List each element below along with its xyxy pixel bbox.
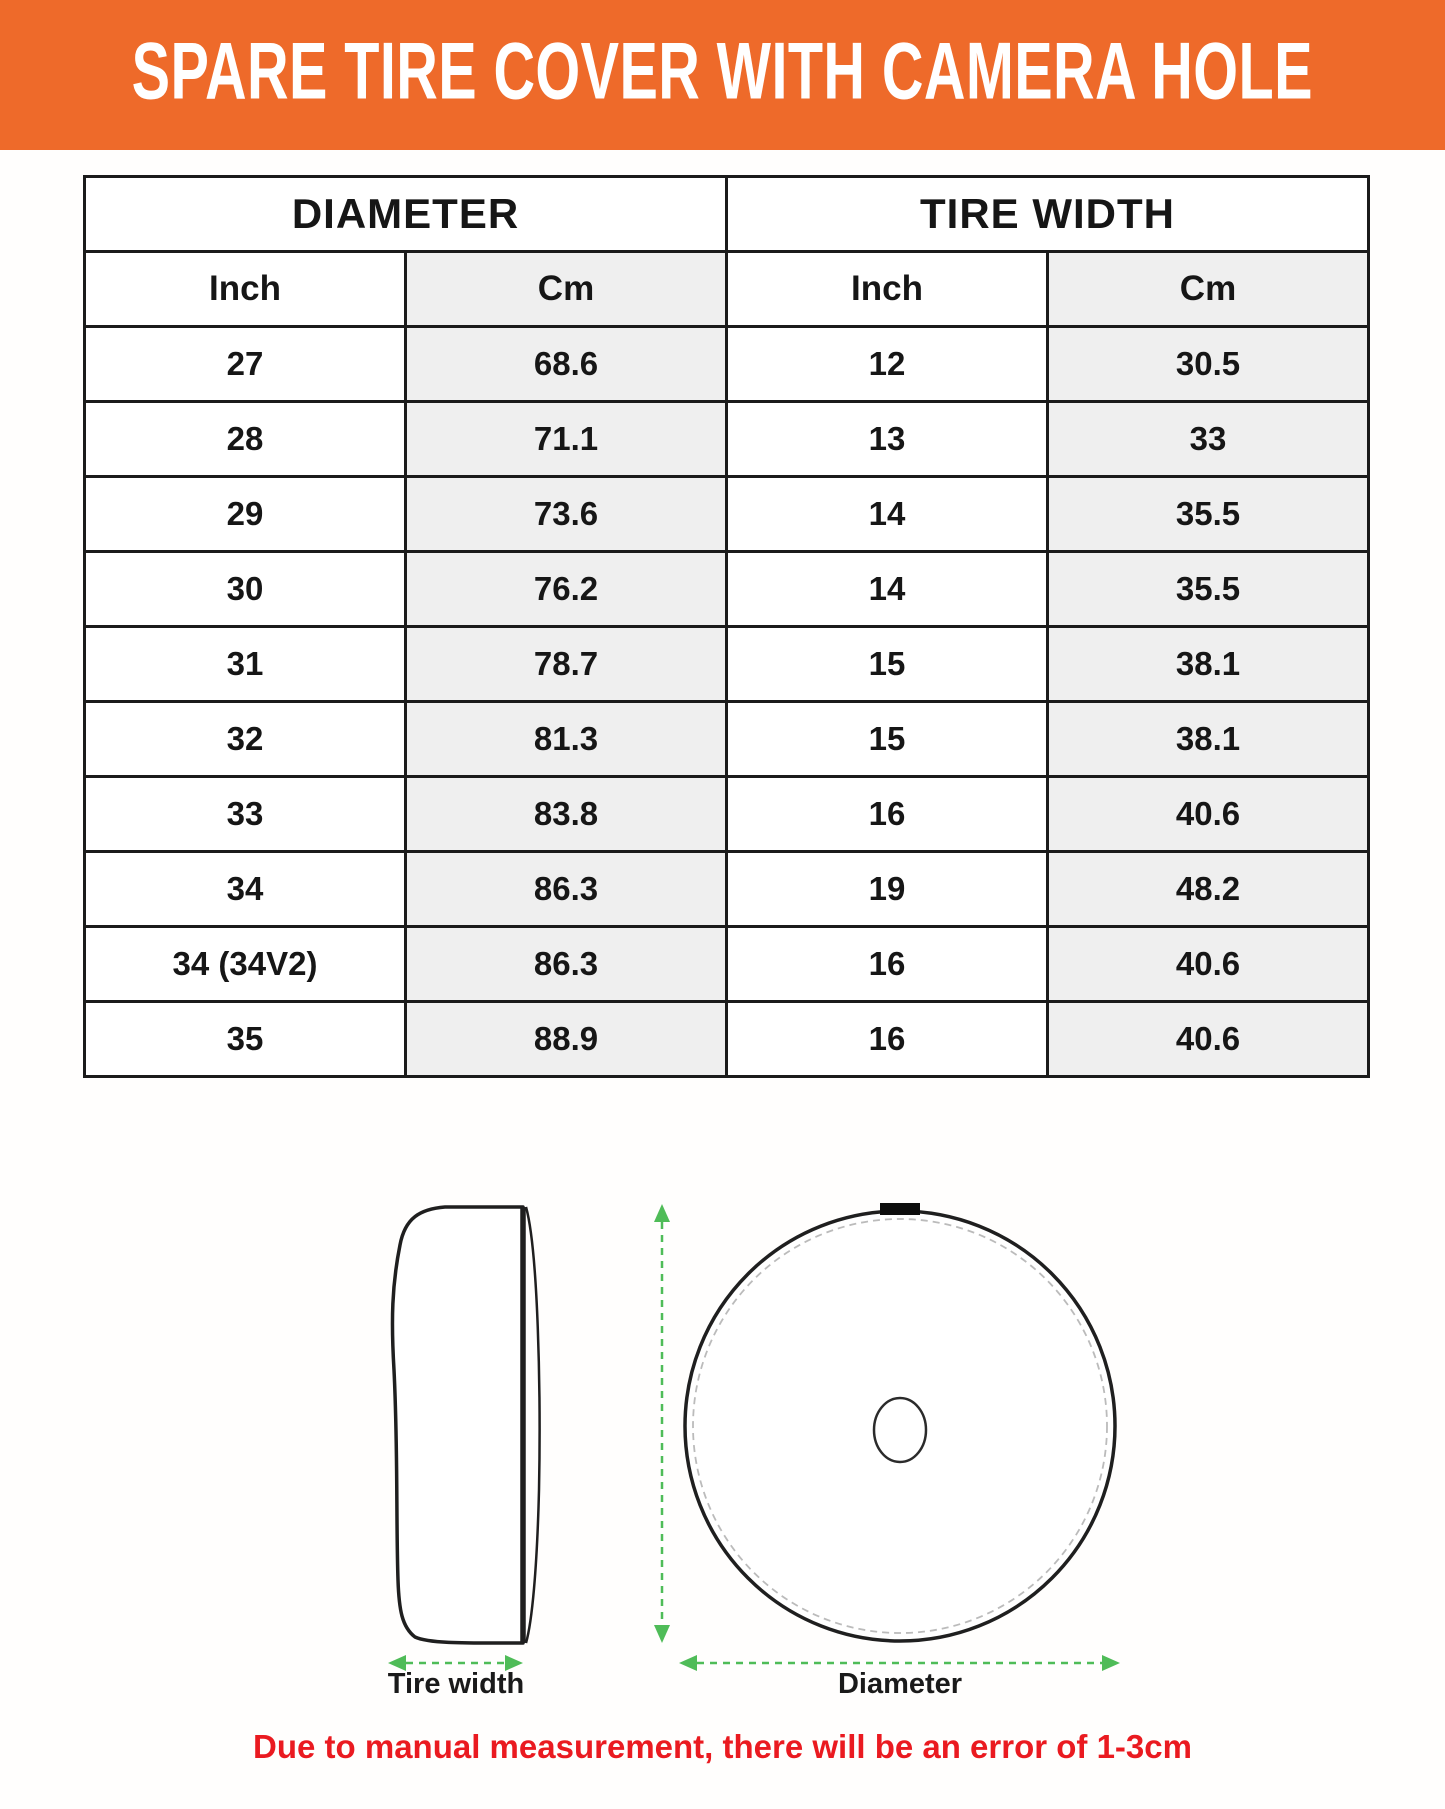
diameter-cm-cell: 83.8	[406, 777, 727, 852]
diameter-cm-cell: 88.9	[406, 1002, 727, 1077]
page-title: SPARE TIRE COVER WITH CAMERA HOLE	[131, 26, 1314, 117]
tire-width-inch-cell: 14	[727, 477, 1048, 552]
tire-width-inch-cell: 16	[727, 927, 1048, 1002]
tire-width-cm-cell: 33	[1048, 402, 1369, 477]
diameter-inch-cell: 31	[85, 627, 406, 702]
tire-width-inch-cell: 14	[727, 552, 1048, 627]
tire-width-inch-header: Inch	[727, 252, 1048, 327]
diameter-inch-cell: 29	[85, 477, 406, 552]
vertical-diameter-arrow	[654, 1204, 670, 1643]
tire-width-inch-cell: 15	[727, 627, 1048, 702]
diameter-cm-cell: 76.2	[406, 552, 727, 627]
table-row	[85, 702, 1369, 777]
diameter-inch-cell: 32	[85, 702, 406, 777]
tire-width-inch-cell: 12	[727, 327, 1048, 402]
title-banner	[0, 0, 1445, 150]
tire-width-label: Tire width	[387, 1668, 525, 1700]
tire-width-cm-cell: 40.6	[1048, 777, 1369, 852]
diameter-cm-cell: 86.3	[406, 852, 727, 927]
diagram-canvas	[0, 1190, 1445, 1750]
tire-width-cm-cell: 48.2	[1048, 852, 1369, 927]
diameter-inch-cell: 33	[85, 777, 406, 852]
measurement-note: Due to manual measurement, there will be an error of 1-3cm	[253, 1728, 1192, 1765]
diameter-cm-cell: 81.3	[406, 702, 727, 777]
tire-width-section-header: TIRE WIDTH	[727, 177, 1369, 252]
tire-width-cm-cell: 40.6	[1048, 927, 1369, 1002]
diameter-label: Diameter	[837, 1668, 963, 1700]
diameter-cm-cell: 71.1	[406, 402, 727, 477]
table-row	[85, 552, 1369, 627]
table-row	[85, 327, 1369, 402]
diameter-inch-cell: 35	[85, 1002, 406, 1077]
diameter-inch-cell: 27	[85, 327, 406, 402]
diameter-inch-cell: 28	[85, 402, 406, 477]
table-row	[85, 1002, 1369, 1077]
table-row	[85, 927, 1369, 1002]
diameter-cm-header: Cm	[406, 252, 727, 327]
tire-width-cm-cell: 35.5	[1048, 477, 1369, 552]
diameter-cm-cell: 78.7	[406, 627, 727, 702]
diameter-cm-cell: 86.3	[406, 927, 727, 1002]
tire-width-cm-cell: 35.5	[1048, 552, 1369, 627]
tire-side-view	[392, 1207, 539, 1643]
tire-width-inch-cell: 13	[727, 402, 1048, 477]
table-row	[85, 777, 1369, 852]
camera-hole-icon	[874, 1398, 926, 1462]
diameter-inch-cell: 34	[85, 852, 406, 927]
column-header-row	[85, 252, 1369, 327]
diameter-inch-cell: 34 (34V2)	[85, 927, 406, 1002]
tire-width-inch-cell: 16	[727, 1002, 1048, 1077]
tire-width-cm-cell: 38.1	[1048, 627, 1369, 702]
table-row	[85, 402, 1369, 477]
diameter-inch-header: Inch	[85, 252, 406, 327]
size-chart-table	[83, 175, 1370, 1078]
tire-width-cm-header: Cm	[1048, 252, 1369, 327]
measurement-diagram	[0, 1190, 1445, 1750]
table-row	[85, 477, 1369, 552]
tire-width-cm-cell: 38.1	[1048, 702, 1369, 777]
tire-width-cm-cell: 40.6	[1048, 1002, 1369, 1077]
table-row	[85, 627, 1369, 702]
diameter-cm-cell: 73.6	[406, 477, 727, 552]
tire-width-cm-cell: 30.5	[1048, 327, 1369, 402]
tire-width-inch-cell: 16	[727, 777, 1048, 852]
valve-marker	[880, 1203, 920, 1215]
diameter-section-header: DIAMETER	[85, 177, 727, 252]
diameter-inch-cell: 30	[85, 552, 406, 627]
section-header-row	[85, 177, 1369, 252]
tire-front-view	[685, 1203, 1115, 1641]
diameter-cm-cell: 68.6	[406, 327, 727, 402]
tire-width-inch-cell: 19	[727, 852, 1048, 927]
tire-width-inch-cell: 15	[727, 702, 1048, 777]
table-row	[85, 852, 1369, 927]
